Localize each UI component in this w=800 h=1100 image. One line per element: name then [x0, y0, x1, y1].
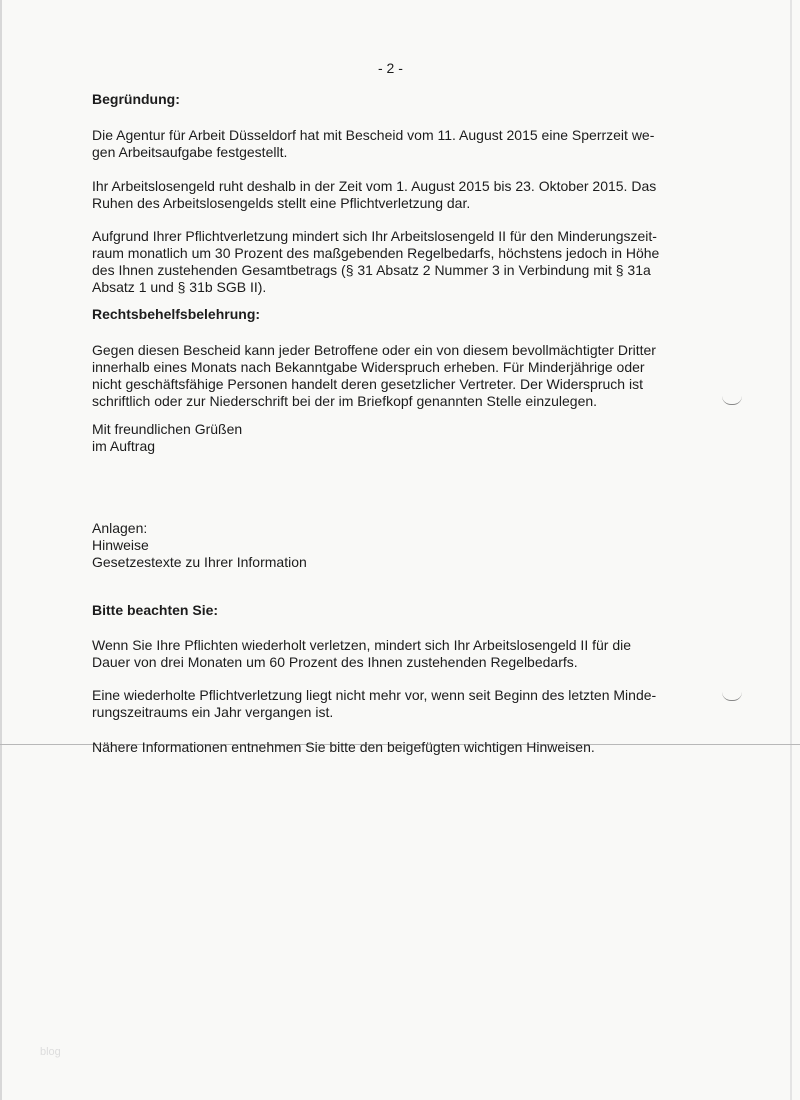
- text-line: Nähere Informationen entnehmen Sie bitte den beigefügten wichtigen Hinweisen.: [92, 739, 595, 755]
- heading-bitte-beachten: Bitte beachten Sie:: [92, 602, 219, 618]
- scan-edge-right: [790, 0, 792, 1100]
- paragraph: [92, 228, 692, 296]
- closing: [92, 421, 692, 455]
- text-line: nicht geschäftsfähige Personen handelt deren gesetzlicher Vertreter. Der Widerspruch ist: [92, 376, 643, 392]
- page-number: - 2 -: [378, 60, 403, 76]
- text-line: Ruhen des Arbeitslosengelds stellt eine Pflichtverletzung dar.: [92, 195, 471, 211]
- paragraph: [92, 127, 692, 161]
- paragraph: [92, 342, 692, 410]
- text-line: innerhalb eines Monats nach Bekanntgabe Widerspruch erheben. Für Minderjährige oder: [92, 359, 645, 375]
- paragraph: [92, 687, 692, 721]
- text-line: Gesetzestexte zu Ihrer Information: [92, 554, 307, 570]
- punch-hole-mark: [722, 692, 742, 701]
- text-line: Ihr Arbeitslosengeld ruht deshalb in der Zeit vom 1. August 2015 bis 23. Oktober 2015. Das: [92, 178, 657, 194]
- text-line: Hinweise: [92, 537, 149, 553]
- text-line: Wenn Sie Ihre Pflichten wiederholt verletzen, mindert sich Ihr Arbeitslosengeld II für die: [92, 637, 632, 653]
- heading-rechtsbehelfsbelehrung: Rechtsbehelfsbelehrung:: [92, 306, 261, 322]
- scan-edge-left: [0, 0, 2, 1100]
- text-line: gen Arbeitsaufgabe festgestellt.: [92, 144, 288, 160]
- text-line: Die Agentur für Arbeit Düsseldorf hat mit Bescheid vom 11. August 2015 eine Sperrzeit we-: [92, 127, 655, 143]
- text-line: Dauer von drei Monaten um 60 Prozent des Ihnen zustehenden Regelbedarfs.: [92, 654, 578, 670]
- text-line: Absatz 1 und § 31b SGB II).: [92, 279, 267, 295]
- paragraph: [92, 637, 692, 671]
- text-line: Anlagen:: [92, 520, 148, 536]
- paragraph: [92, 178, 692, 212]
- punch-hole-mark: [722, 396, 742, 405]
- text-line: Eine wiederholte Pflichtverletzung liegt nicht mehr vor, wenn seit Beginn des letzten Minde-: [92, 687, 657, 703]
- text-line: schriftlich oder zur Niederschrift bei der im Briefkopf genannten Stelle einzulegen.: [92, 393, 598, 409]
- heading-begruendung: Begründung:: [92, 91, 180, 107]
- watermark: blog: [40, 1046, 61, 1058]
- text-line: Gegen diesen Bescheid kann jeder Betroffene oder ein von diesem bevollmächtigter Dritter: [92, 342, 656, 358]
- paragraph: [92, 739, 692, 756]
- text-line: raum monatlich um 30 Prozent des maßgebenden Regelbedarfs, höchstens jedoch in Höhe: [92, 245, 660, 261]
- attachments: [92, 520, 692, 571]
- text-line: Aufgrund Ihrer Pflichtverletzung mindert sich Ihr Arbeitslosengeld II für den Minderungszeit-: [92, 228, 657, 244]
- text-line: im Auftrag: [92, 438, 156, 454]
- text-line: des Ihnen zustehenden Gesamtbetrags (§ 31 Absatz 2 Nummer 3 in Verbindung mit § 31a: [92, 262, 651, 278]
- text-line: rungszeitraums ein Jahr vergangen ist.: [92, 704, 334, 720]
- text-line: Mit freundlichen Grüßen: [92, 421, 243, 437]
